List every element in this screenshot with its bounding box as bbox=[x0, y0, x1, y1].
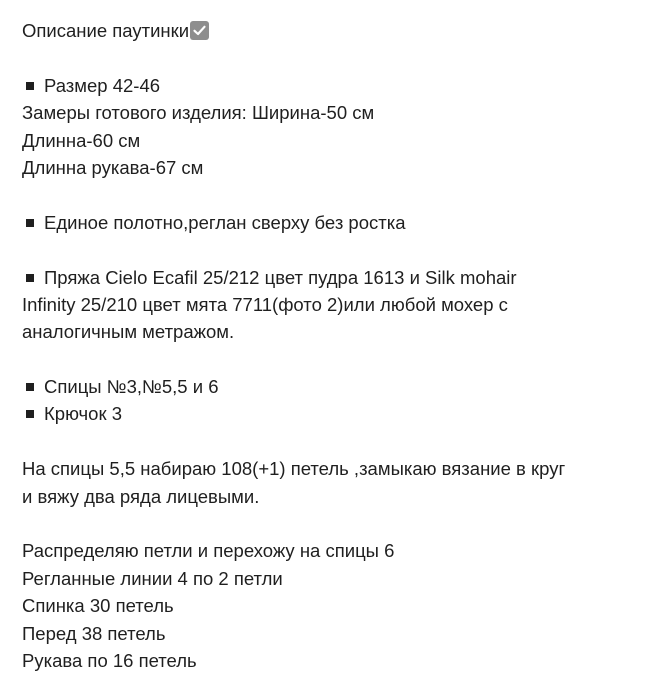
bullet-needles: Спицы №3,№5,5 и 6 bbox=[22, 373, 668, 400]
bullet-size: Размер 42-46 bbox=[22, 72, 668, 99]
bullet-square-icon bbox=[26, 219, 34, 227]
text-line: Рукава по 16 петель bbox=[22, 649, 197, 671]
bullet-square-icon bbox=[26, 82, 34, 90]
bullet-yarn: Пряжа Cielo Ecafil 25/212 цвет пудра 1613 и Silk mohair bbox=[22, 264, 668, 291]
text-line: Распределяю петли и перехожу на спицы 6 bbox=[22, 540, 395, 562]
text-line: Длинна рукава-67 см bbox=[22, 156, 204, 178]
document-title-line bbox=[22, 17, 668, 44]
bullet-square-icon bbox=[26, 383, 34, 391]
text-line: и вяжу два ряда лицевыми. bbox=[22, 485, 260, 507]
bullet-square-icon bbox=[26, 274, 34, 282]
text-line: аналогичным метражом. bbox=[22, 321, 235, 343]
spacer bbox=[22, 510, 668, 537]
text-line: Infinity 25/210 цвет мята 7711(фото 2)или любой мохер с bbox=[22, 293, 508, 315]
spacer bbox=[22, 236, 668, 263]
spacer bbox=[22, 44, 668, 71]
text-line: Спинка 30 петель bbox=[22, 595, 174, 617]
document-title: Описание паутинки bbox=[22, 20, 190, 41]
text-line: Длинна-60 см bbox=[22, 129, 141, 151]
spacer bbox=[22, 428, 668, 455]
text-line: Перед 38 петель bbox=[22, 622, 166, 644]
text-line: Регланные линии 4 по 2 петли bbox=[22, 567, 283, 589]
bullet-hook: Крючок 3 bbox=[22, 400, 668, 427]
check-mark-icon bbox=[190, 21, 209, 40]
bullet-construction: Единое полотно,реглан сверху без ростка bbox=[22, 209, 668, 236]
spacer bbox=[22, 346, 668, 373]
text-line: Замеры готового изделия: Ширина-50 см bbox=[22, 102, 375, 124]
text-line: На спицы 5,5 набираю 108(+1) петель ,замыкаю вязание в круг bbox=[22, 458, 566, 480]
spacer bbox=[22, 181, 668, 208]
bullet-square-icon bbox=[26, 410, 34, 418]
